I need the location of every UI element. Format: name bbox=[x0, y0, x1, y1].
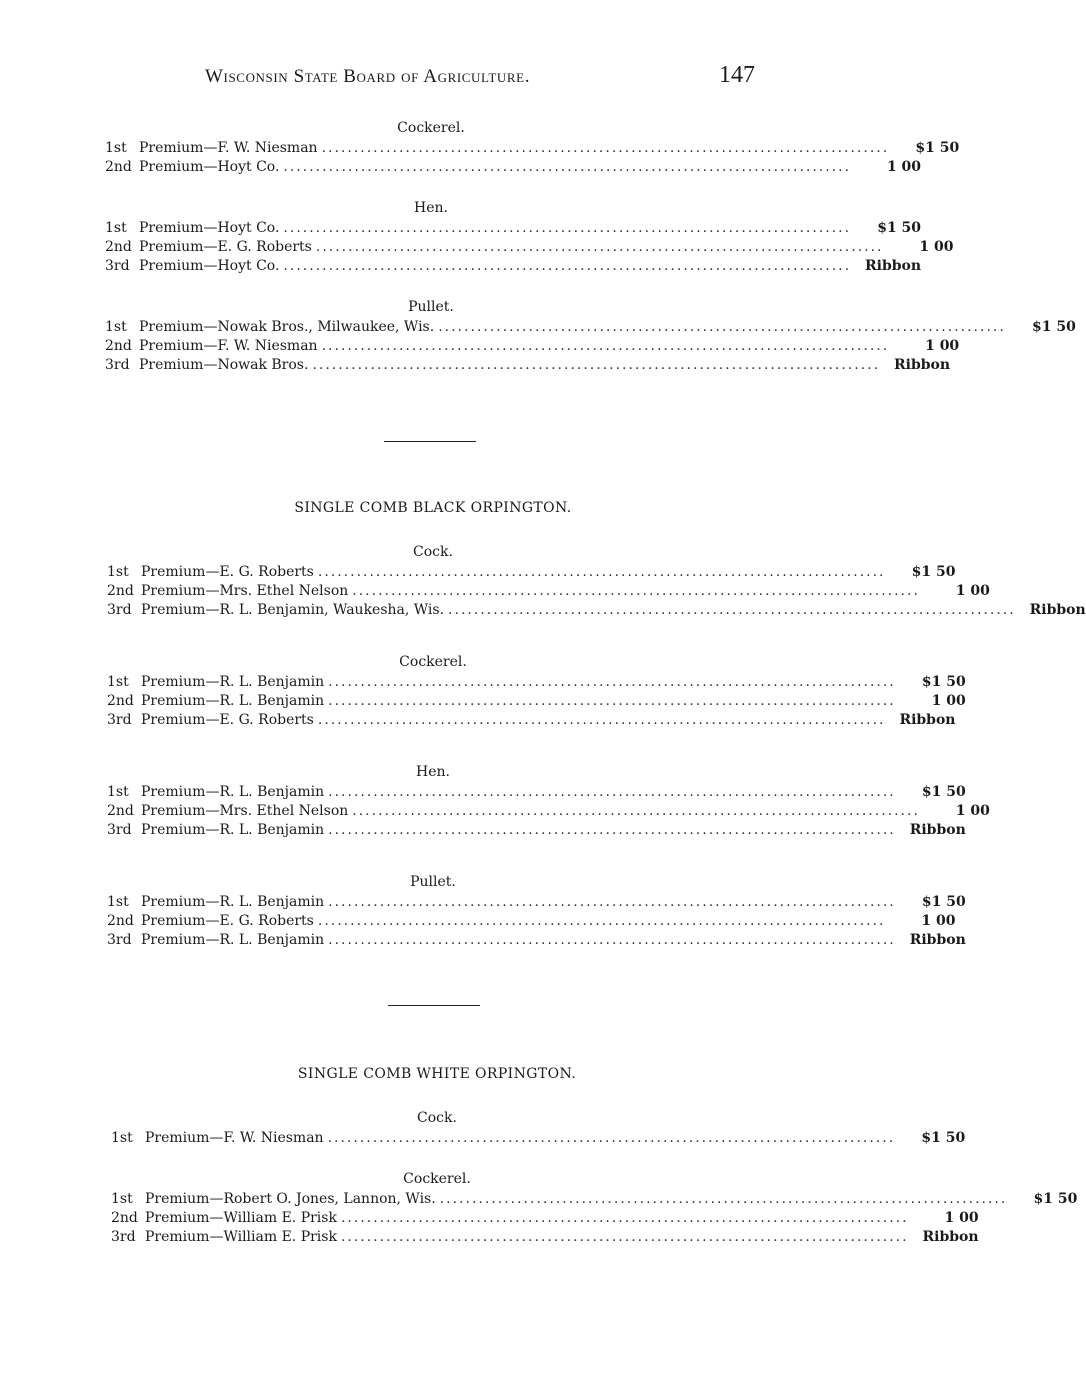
winner: Premium—Mrs. Ethel Nelson bbox=[141, 803, 349, 819]
award: $1 50 bbox=[1031, 319, 1076, 335]
premium-row bbox=[107, 712, 956, 731]
leader-dots: ........................................................................................ bbox=[328, 822, 896, 838]
award: Ribbon bbox=[922, 1229, 979, 1245]
premium-row bbox=[107, 932, 966, 951]
premium-row bbox=[107, 803, 990, 822]
group-heading: Pullet. bbox=[410, 874, 456, 890]
place: 2nd bbox=[105, 338, 132, 354]
award: $1 50 bbox=[921, 894, 966, 910]
premium-row bbox=[105, 159, 922, 178]
section-black-orpington bbox=[107, 500, 1086, 951]
place: 2nd bbox=[107, 583, 134, 599]
group-heading: Cock. bbox=[413, 544, 453, 560]
group-heading: Cock. bbox=[417, 1110, 457, 1126]
leader-dots: ........................................................................................ bbox=[321, 140, 890, 156]
leader-dots: ........................................................................................ bbox=[352, 803, 920, 819]
premium-row bbox=[107, 564, 956, 583]
place: 2nd bbox=[105, 159, 132, 175]
leader-dots: ........................................................................................ bbox=[438, 319, 1006, 335]
premium-row bbox=[105, 258, 922, 277]
premium-row bbox=[107, 583, 990, 602]
place: 1st bbox=[105, 319, 127, 335]
place: 3rd bbox=[107, 932, 132, 948]
section-divider bbox=[384, 441, 476, 442]
leader-dots: ........................................................................................ bbox=[321, 338, 890, 354]
leader-dots: ........................................................................................ bbox=[352, 583, 920, 599]
award: Ribbon bbox=[1029, 602, 1086, 618]
leader-dots: ........................................................................................ bbox=[328, 894, 896, 910]
award: $1 50 bbox=[1033, 1191, 1078, 1207]
leader-dots: ........................................................................................ bbox=[317, 913, 886, 929]
leader-dots: ........................................................................................ bbox=[328, 932, 896, 948]
premium-row bbox=[111, 1210, 979, 1229]
award: 1 00 bbox=[955, 803, 990, 819]
group-heading: Cockerel. bbox=[397, 120, 465, 136]
winner: Premium—F. W. Niesman bbox=[145, 1130, 324, 1146]
award: Ribbon bbox=[909, 822, 966, 838]
winner: Premium—R. L. Benjamin bbox=[141, 894, 325, 910]
group-heading: Pullet. bbox=[408, 299, 454, 315]
leader-dots: ........................................................................................ bbox=[327, 1130, 896, 1146]
leader-dots: ........................................................................................ bbox=[328, 693, 896, 709]
place: 1st bbox=[107, 784, 129, 800]
winner: Premium—E. G. Roberts bbox=[141, 564, 314, 580]
place: 2nd bbox=[111, 1210, 138, 1226]
leader-dots: ........................................................................................ bbox=[328, 674, 896, 690]
winner: Premium—R. L. Benjamin bbox=[141, 674, 325, 690]
winner: Premium—Hoyt Co. bbox=[139, 220, 280, 236]
winner: Premium—Robert O. Jones, Lannon, Wis. bbox=[145, 1191, 436, 1207]
section-title: SINGLE COMB WHITE ORPINGTON. bbox=[297, 1066, 577, 1082]
leader-dots: ........................................................................................ bbox=[340, 1210, 909, 1226]
place: 2nd bbox=[107, 693, 134, 709]
place: 1st bbox=[105, 220, 127, 236]
award: 1 00 bbox=[931, 693, 966, 709]
winner: Premium—R. L. Benjamin bbox=[141, 822, 325, 838]
winner: Premium—R. L. Benjamin bbox=[141, 693, 325, 709]
group-heading: Hen. bbox=[416, 764, 450, 780]
award: Ribbon bbox=[909, 932, 966, 948]
premium-row bbox=[107, 784, 966, 803]
award: Ribbon bbox=[894, 357, 951, 373]
winner: Premium—Nowak Bros. bbox=[139, 357, 309, 373]
place: 1st bbox=[107, 894, 129, 910]
place: 1st bbox=[107, 674, 129, 690]
winner: Premium—R. L. Benjamin bbox=[141, 784, 325, 800]
award: $1 50 bbox=[877, 220, 922, 236]
place: 3rd bbox=[105, 258, 130, 274]
leader-dots: ........................................................................................ bbox=[315, 239, 884, 255]
premium-row bbox=[111, 1229, 979, 1248]
premium-row bbox=[105, 338, 960, 357]
leader-dots: ........................................................................................ bbox=[328, 784, 896, 800]
leader-dots: ........................................................................................ bbox=[283, 258, 852, 274]
award: $1 50 bbox=[921, 1130, 966, 1146]
winner: Premium—E. G. Roberts bbox=[141, 712, 314, 728]
award: $1 50 bbox=[911, 564, 956, 580]
winner: Premium—Mrs. Ethel Nelson bbox=[141, 583, 349, 599]
leader-dots: ........................................................................................ bbox=[448, 602, 1016, 618]
place: 3rd bbox=[107, 822, 132, 838]
premium-row bbox=[107, 913, 956, 932]
place: 1st bbox=[111, 1191, 133, 1207]
leader-dots: ........................................................................................ bbox=[340, 1229, 909, 1245]
premium-row bbox=[107, 894, 966, 913]
place: 2nd bbox=[107, 913, 134, 929]
winner: Premium—Hoyt Co. bbox=[139, 159, 280, 175]
winner: Premium—William E. Prisk bbox=[145, 1210, 337, 1226]
premium-row bbox=[107, 822, 966, 841]
award: 1 00 bbox=[886, 159, 922, 175]
winner: Premium—Nowak Bros., Milwaukee, Wis. bbox=[139, 319, 435, 335]
group-heading: Cockerel. bbox=[403, 1171, 471, 1187]
premium-row bbox=[107, 693, 966, 712]
group-heading: Cockerel. bbox=[399, 654, 467, 670]
premium-row bbox=[105, 239, 954, 258]
award: $1 50 bbox=[921, 674, 966, 690]
winner: Premium—F. W. Niesman bbox=[139, 338, 318, 354]
place: 3rd bbox=[107, 602, 132, 618]
leader-dots: ........................................................................................ bbox=[283, 220, 852, 236]
winner: Premium—R. L. Benjamin, Waukesha, Wis. bbox=[141, 602, 445, 618]
premium-row bbox=[105, 319, 1076, 338]
premium-row bbox=[105, 357, 951, 376]
premium-row bbox=[105, 140, 960, 159]
place: 3rd bbox=[111, 1229, 136, 1245]
leader-dots: ........................................................................................ bbox=[317, 712, 886, 728]
place: 2nd bbox=[107, 803, 134, 819]
premium-row bbox=[105, 220, 922, 239]
award: Ribbon bbox=[864, 258, 922, 274]
winner: Premium—William E. Prisk bbox=[145, 1229, 337, 1245]
award: 1 00 bbox=[919, 239, 954, 255]
premium-row bbox=[107, 602, 1086, 621]
place: 3rd bbox=[105, 357, 130, 373]
section-title: SINGLE COMB BLACK ORPINGTON. bbox=[294, 500, 572, 516]
winner: Premium—R. L. Benjamin bbox=[141, 932, 325, 948]
section-continued bbox=[105, 120, 1076, 376]
place: 3rd bbox=[107, 712, 132, 728]
place: 2nd bbox=[105, 239, 132, 255]
leader-dots: ........................................................................................ bbox=[439, 1191, 1008, 1207]
winner: Premium—Hoyt Co. bbox=[139, 258, 280, 274]
award: Ribbon bbox=[899, 712, 956, 728]
award: $1 50 bbox=[921, 784, 966, 800]
award: $1 50 bbox=[915, 140, 960, 156]
section-white-orpington bbox=[111, 1066, 1078, 1248]
leader-dots: ........................................................................................ bbox=[283, 159, 852, 175]
leader-dots: ........................................................................................ bbox=[317, 564, 886, 580]
place: 1st bbox=[111, 1130, 133, 1146]
page-header bbox=[205, 62, 765, 96]
running-title: Wisconsin State Board of Agriculture. bbox=[205, 66, 531, 87]
award: 1 00 bbox=[955, 583, 990, 599]
premium-row bbox=[107, 674, 966, 693]
leader-dots: ........................................................................................ bbox=[312, 357, 881, 373]
award: 1 00 bbox=[925, 338, 960, 354]
premium-row bbox=[111, 1191, 1078, 1210]
page-number: 147 bbox=[719, 62, 755, 88]
award: 1 00 bbox=[921, 913, 956, 929]
premium-row bbox=[111, 1130, 966, 1149]
group-heading: Hen. bbox=[414, 200, 448, 216]
place: 1st bbox=[107, 564, 129, 580]
place: 1st bbox=[105, 140, 127, 156]
award: 1 00 bbox=[944, 1210, 979, 1226]
winner: Premium—E. G. Roberts bbox=[139, 239, 312, 255]
winner: Premium—E. G. Roberts bbox=[141, 913, 314, 929]
winner: Premium—F. W. Niesman bbox=[139, 140, 318, 156]
section-divider bbox=[388, 1005, 480, 1006]
